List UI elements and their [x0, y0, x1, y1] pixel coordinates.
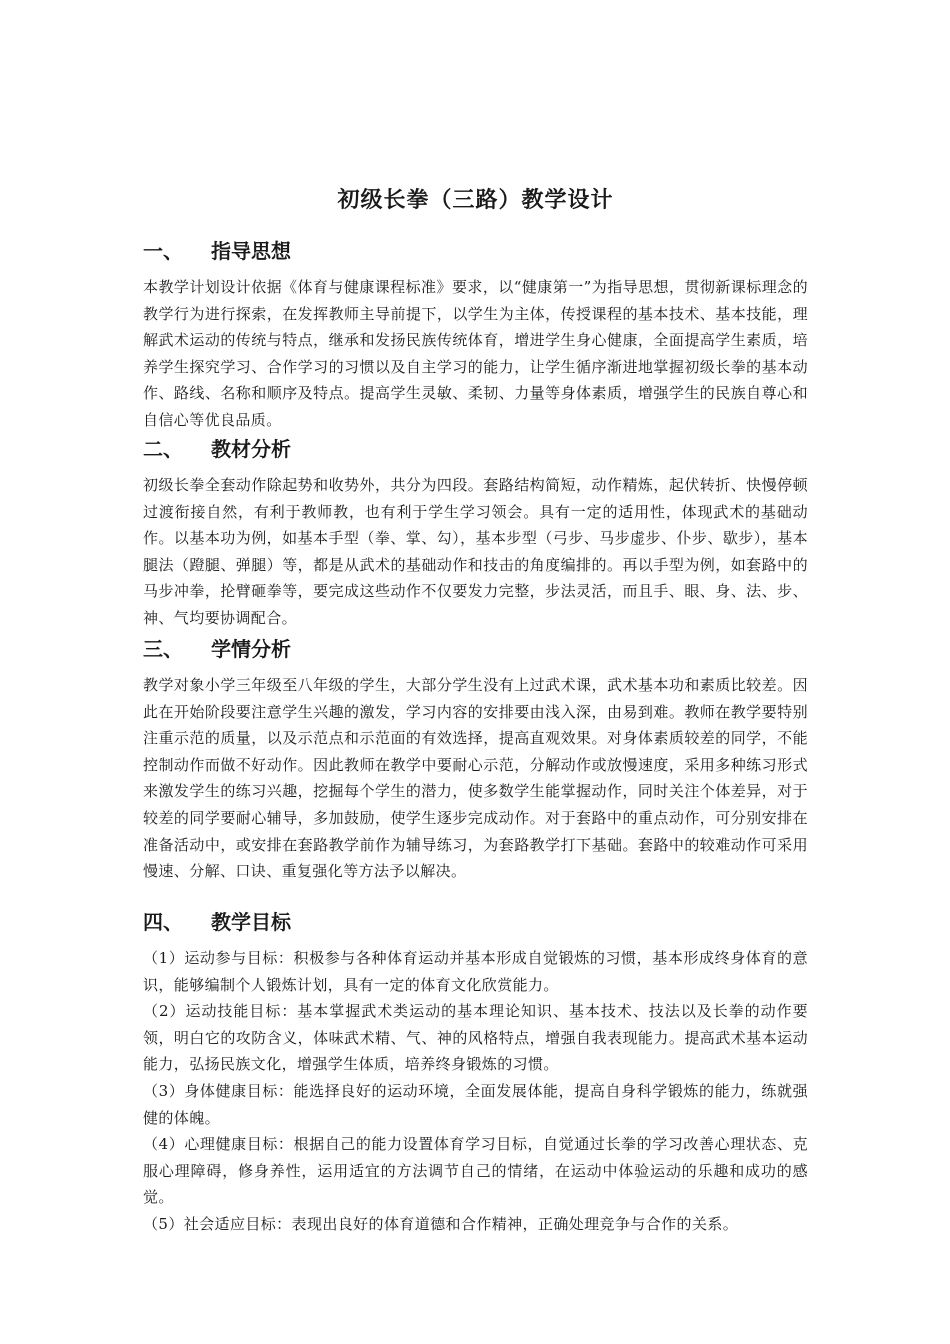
section-number: 四、 [143, 910, 183, 934]
section-paragraph: 初级长拳全套动作除起势和收势外，共分为四段。套路结构简短，动作精炼，起伏转折、快慢停顿过渡衔接自然，有利于教师教，也有利于学生学习领会。具有一定的适用性，体现武术的基础动作。以基本功为例，如基本手型（拳、掌、勾），基本步型（弓步、马步虚步、仆步、歇步），基本腿法（蹬腿、弹腿）等，都是从武术的基础动作和技击的角度编排的。再以手型为例，如套路中的马步冲拳，抡臂砸拳等，要完成这些动作不仅要发力完整，步法灵活，而且手、眼、身、法、步、神、气均要协调配合。 [143, 476, 808, 627]
document-title: 初级长拳（三路）教学设计 [337, 188, 614, 213]
section-number: 一、 [143, 239, 183, 263]
section-material-analysis [143, 432, 808, 632]
section-title: 教学目标 [211, 910, 291, 934]
section-student-analysis [143, 632, 808, 885]
goal-item-participation: （1）运动参与目标：积极参与各种体育运动并基本形成自觉锻炼的习惯，基本形成终身体育的意识，能够编制个人锻炼计划，具有一定的体育文化欣赏能力。 [143, 949, 808, 994]
section-paragraph: 教学对象小学三年级至八年级的学生，大部分学生没有上过武术课，武术基本功和素质比较差。因此在开始阶段要注意学生兴趣的激发，学习内容的安排要由浅入深，由易到难。教师在教学要特别注重示范的质量，以及示范点和示范面的有效选择，提高直观效果。对身体素质较差的同学，不能控制动作而做不好动作。因此教师在教学中要耐心示范，分解动作或放慢速度，采用多种练习形式来激发学生的练习兴趣，挖掘每个学生的潜力，使多数学生能掌握动作，同时关注个体差异，对于较差的同学要耐心辅导，多加鼓励，使学生逐步完成动作。对于套路中的重点动作，可分别安排在准备活动中，或安排在套路教学前作为辅导练习，为套路教学打下基础。套路中的较难动作可采用慢速、分解、口诀、重复强化等方法予以解决。 [143, 676, 808, 881]
section-heading [143, 234, 808, 268]
goal-item-skills: （2）运动技能目标：基本掌握武术类运动的基本理论知识、基本技术、技法以及长拳的动作要领，明白它的攻防含义，体味武术精、气、神的风格特点，增强自我表现能力。提高武术基本运动能力，弘扬民族文化，增强学生体质，培养终身锻炼的习惯。 [143, 1002, 808, 1074]
section-heading [143, 432, 808, 466]
section-title: 指导思想 [211, 239, 291, 263]
section-number: 二、 [143, 437, 183, 461]
section-guiding-ideology [143, 234, 808, 434]
section-teaching-goals [143, 905, 808, 1238]
goal-item-social-adaptation: （5）社会适应目标：表现出良好的体育道德和合作精神，正确处理竞争与合作的关系。 [143, 1214, 739, 1233]
section-heading [143, 905, 808, 939]
section-title: 教材分析 [211, 437, 291, 461]
section-number: 三、 [143, 637, 183, 661]
goals-list [143, 945, 808, 1238]
goal-item-physical-health: （3）身体健康目标：能选择良好的运动环境，全面发展体能，提高自身科学锻炼的能力，练就强健的体魄。 [143, 1081, 808, 1127]
section-heading [143, 632, 808, 666]
goal-item-mental-health: （4）心理健康目标：根据自己的能力设置体育学习目标，自觉通过长拳的学习改善心理状态、克服心理障碍，修身养性，运用适宜的方法调节自己的情绪，在运动中体验运动的乐趣和成功的感觉。 [143, 1135, 808, 1207]
section-paragraph: 本教学计划设计依据《体育与健康课程标准》要求，以“健康第一”为指导思想，贯彻新课标理念的教学行为进行探索，在发挥教师主导前提下，以学生为主体，传授课程的基本技术、基本技能，理解武术运动的传统与特点，继承和发扬民族传统体育，增进学生身心健康，全面提高学生素质，培养学生探究学习、合作学习的习惯以及自主学习的能力，让学生循序渐进地掌握初级长拳的基本动作、路线、名称和顺序及特点。提高学生灵敏、柔韧、力量等身体素质，增强学生的民族自尊心和自信心等优良品质。 [143, 278, 808, 429]
section-title: 学情分析 [211, 637, 291, 661]
